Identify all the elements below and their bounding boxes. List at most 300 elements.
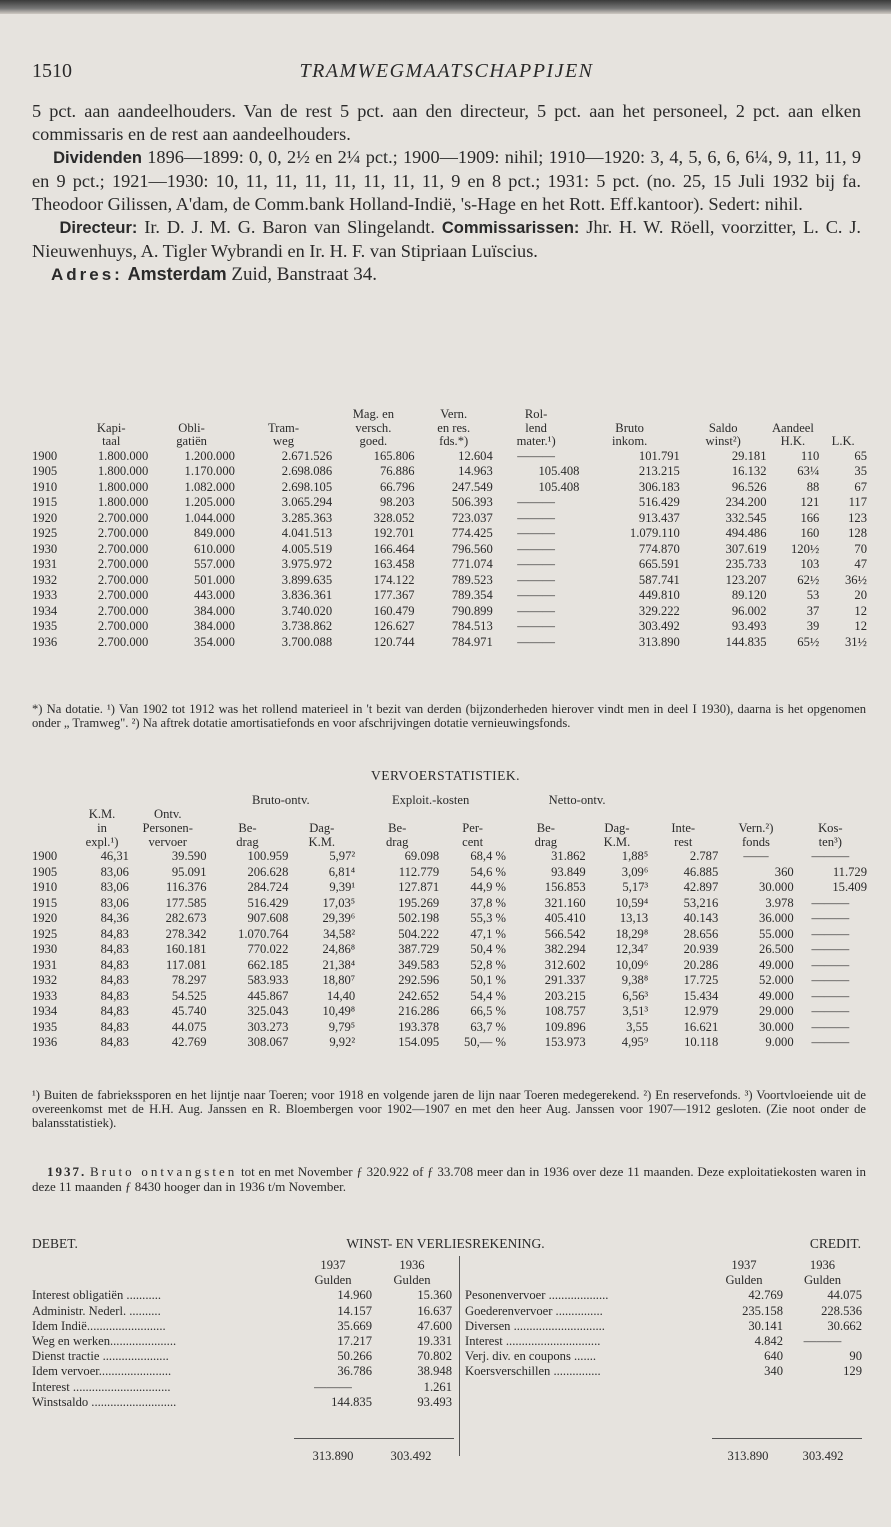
transport-cell: 1925 — [32, 926, 58, 941]
debet-row — [32, 1304, 452, 1319]
capital-row — [32, 619, 867, 635]
capital-cell: 128 — [848, 526, 867, 540]
transport-cell: 282.673 — [165, 911, 207, 925]
profit-distribution: 5 pct. aan aandeelhouders. Van de rest 5 pct. aan den directeur, 5 pct. aan het personeel, 2 pct. aan elken commissaris en de rest aan aandeelhouders. — [32, 101, 861, 144]
transport-cell: 47,1 % — [470, 926, 507, 941]
capital-row — [32, 526, 867, 542]
capital-cell: 1920 — [32, 510, 58, 525]
capital-footnote: *) Na dotatie. ¹) Van 1902 tot 1912 was het rollend materieel in 't bezit van derden (bijzonderheden hierover vindt men in deel I 1930), daarna is het opgenomen onder „ Tramweg". ²) Na aftrek dotatie amortisatiefonds en voor afschrijvingen dotatie vernieuwingsfonds. — [32, 702, 866, 730]
capital-row — [32, 604, 867, 620]
transport-cell: 177.585 — [165, 895, 207, 910]
transport-cell: 12.979 — [683, 1004, 719, 1018]
transport-cell: 504.222 — [398, 926, 440, 941]
capital-cell: 1900 — [32, 448, 58, 463]
capital-row — [32, 635, 867, 651]
capital-cell: 20 — [854, 588, 867, 602]
capital-row — [32, 573, 867, 589]
credit-row — [465, 1334, 862, 1349]
transport-cell: 156.853 — [544, 880, 586, 894]
pl-title: WINST- EN VERLIESREKENING. — [346, 1236, 545, 1251]
capital-cell: 306.183 — [638, 479, 680, 494]
transport-header-8: Dag- K.M. — [603, 821, 631, 849]
credit-item-label: Goederenvervoer ............... — [465, 1303, 603, 1318]
transport-cell: ——— — [811, 926, 850, 941]
capital-cell: 192.701 — [373, 526, 415, 540]
transport-cell: 1.070.764 — [238, 926, 289, 941]
transport-cell: 15.409 — [832, 880, 867, 894]
capital-cell: 29.181 — [731, 448, 767, 463]
capital-cell: 3.975.972 — [281, 557, 333, 571]
transport-cell: ——— — [811, 1004, 850, 1018]
debet-row — [32, 1349, 452, 1364]
capital-cell: 2.700.000 — [97, 634, 149, 649]
transport-row — [32, 911, 867, 927]
page-number: 1510 — [32, 60, 72, 82]
capital-cell: 3.740.020 — [281, 603, 333, 618]
transport-cell: 26.500 — [759, 942, 794, 956]
capital-cell: 70 — [854, 541, 867, 556]
transport-cell: 203.215 — [544, 988, 586, 1003]
capital-cell: 76.886 — [379, 464, 415, 478]
transport-cell: 49.000 — [759, 957, 794, 972]
transport-statistics-table — [32, 793, 867, 1051]
transport-cell: 382.294 — [544, 942, 586, 956]
credit-row — [465, 1364, 862, 1379]
intro-text — [32, 100, 861, 286]
transport-row — [32, 942, 867, 958]
capital-row — [32, 511, 867, 527]
transport-cell: —— — [743, 849, 769, 863]
transport-row — [32, 989, 867, 1005]
debet-item-label: Interest obligatiën ........... — [32, 1288, 162, 1303]
capital-cell: 36½ — [844, 572, 867, 587]
transport-cell: 127.871 — [398, 880, 440, 894]
capital-cell: 774.870 — [638, 541, 680, 556]
transport-cell: 1930 — [32, 942, 58, 956]
transport-footnote: ¹) Buiten de fabriekssporen en het lijntje naar Toeren; voor 1918 en volgende jaren de lijn naar Toeren medegerekend. ²) En reservefonds. ³) Voortvloeiende uit de overeenkomst met de H.H. Aug. Janssen en R. Bloembergen voor 1902—1907 en met den heer Aug. Janssen voor 1907—1912 gesloten. (Zie noot onder de balansstatistiek). — [32, 1088, 866, 1130]
address-paragraph: Adres: Amsterdam Zuid, Banstraat 34. — [51, 264, 378, 285]
transport-cell: ——— — [811, 895, 850, 910]
transport-cell: 84,83 — [100, 1019, 129, 1034]
note-1937-year: 1937. — [47, 1164, 87, 1179]
transport-cell: 116.376 — [166, 880, 207, 894]
transport-header-5: Be- drag — [386, 821, 409, 849]
credit-item-label: Koersverschillen ............... — [465, 1364, 601, 1379]
transport-cell: 907.608 — [247, 911, 289, 925]
transport-cell: 312.602 — [544, 957, 586, 972]
transport-cell: 84,83 — [100, 973, 129, 987]
transport-cell: 24,86⁸ — [322, 942, 356, 956]
capital-cell: 35 — [854, 464, 867, 478]
debet-item-value: 38.948 — [417, 1364, 452, 1379]
transport-cell: 10,09⁶ — [615, 957, 649, 972]
transport-cell: 1900 — [32, 849, 58, 863]
transport-cell: 2.787 — [689, 849, 719, 863]
capital-cell: 235.733 — [725, 557, 767, 571]
capital-cell: 2.700.000 — [97, 557, 149, 571]
capital-cell: 1.170.000 — [184, 464, 235, 478]
capital-cell: 494.486 — [725, 526, 767, 540]
credit-item-label: Diversen ............................. — [465, 1318, 605, 1333]
capital-cell: 1936 — [32, 634, 58, 649]
transport-cell: 278.342 — [165, 926, 207, 941]
transport-cell: 15.434 — [683, 988, 719, 1003]
transport-cell: 39.590 — [171, 849, 207, 863]
transport-cell: 502.198 — [398, 911, 440, 925]
capital-cell: 784.513 — [451, 619, 493, 633]
capital-cell: 1.044.000 — [184, 510, 235, 525]
transport-header-10: Vern.²) fonds — [738, 821, 774, 849]
transport-cell: 84,83 — [100, 957, 129, 972]
credit-item-value: 30.662 — [827, 1318, 862, 1333]
capital-cell: 105.408 — [538, 479, 580, 494]
credit-item-value: 640 — [764, 1349, 783, 1364]
credit-item-value: 90 — [849, 1349, 862, 1364]
debet-row — [32, 1364, 452, 1379]
capital-cell: 110 — [800, 448, 820, 463]
capital-cell: 213.215 — [638, 464, 680, 478]
transport-cell: 284.724 — [247, 880, 289, 894]
capital-cell: 174.122 — [373, 572, 415, 587]
netto-group-header: Netto-ontv. — [548, 793, 606, 807]
capital-cell: 557.000 — [193, 557, 235, 571]
capital-cell: 1931 — [32, 557, 58, 571]
capital-cell: 63¼ — [797, 464, 820, 478]
capital-header-6: Rol- lend mater.¹) — [516, 407, 556, 448]
transport-cell: 153.973 — [544, 1035, 586, 1049]
capital-header-0 — [32, 408, 74, 449]
transport-cell: 84,83 — [100, 942, 129, 956]
transport-cell: 109.896 — [544, 1019, 586, 1034]
capital-cell: 443.000 — [193, 588, 235, 602]
transport-cell: 1933 — [32, 988, 58, 1003]
transport-cell: 1920 — [32, 911, 58, 925]
transport-cell: ——— — [811, 942, 850, 956]
capital-cell: 784.971 — [451, 634, 493, 649]
capital-cell: 3.700.088 — [281, 634, 333, 649]
transport-cell: ——— — [811, 911, 850, 925]
credit-totals — [712, 1449, 864, 1464]
transport-statistics-title: VERVOERSTATISTIEK. — [371, 768, 520, 783]
transport-header-6: Per- cent — [462, 821, 484, 849]
debet-item-value: 14.157 — [337, 1303, 372, 1318]
debet-item-value: 47.600 — [417, 1318, 452, 1333]
transport-cell: 84,83 — [100, 926, 129, 941]
capital-cell: 123.207 — [725, 572, 767, 587]
transport-cell: 1905 — [32, 864, 58, 879]
capital-cell: 1935 — [32, 619, 58, 633]
capital-cell: 771.074 — [451, 557, 493, 571]
debet-item-label: Idem Indië......................... — [32, 1318, 166, 1333]
capital-cell: 247.549 — [451, 479, 493, 494]
transport-cell: 321.160 — [544, 895, 586, 910]
transport-cell: 1910 — [32, 880, 58, 894]
transport-cell: 83,06 — [100, 880, 129, 894]
capital-cell: 93.493 — [731, 619, 767, 633]
capital-cell: 2.700.000 — [97, 603, 149, 618]
capital-cell: 1915 — [32, 495, 58, 509]
debet-table: 1937 1936 Gulden Gulden Interest obligatiën ........... 14.960 15.360 Administr. Nederl. .......... 14.157 16.637 Idem Indië......................... 35.669 47.600 Weg en werken..................... 17.217 19.331 Dienst tractie ..................... 50.266 70.802 Idem vervoer....................... 36.786 38.948 Interest ............................... ——— 1.261 Winstsaldo ........................... 144.835 93.493 — [32, 1258, 452, 1409]
credit-row — [465, 1304, 862, 1319]
transport-row — [32, 927, 867, 943]
capital-cell: 65½ — [797, 634, 820, 649]
capital-header-10: L.K. — [831, 434, 855, 448]
capital-cell: 384.000 — [193, 603, 235, 618]
transport-cell: 28.656 — [683, 926, 719, 941]
transport-cell: 18,80⁷ — [322, 973, 356, 987]
capital-cell: 329.222 — [638, 603, 680, 618]
debet-item-value: 16.637 — [417, 1303, 452, 1318]
capital-cell: 47 — [854, 557, 867, 571]
transport-cell: 5,97² — [329, 849, 356, 863]
transport-cell: 445.867 — [247, 988, 289, 1003]
capital-header-4: Mag. en versch. goed. — [352, 407, 394, 448]
transport-cell: 54,4 % — [470, 988, 507, 1003]
transport-cell: 195.269 — [398, 895, 440, 910]
capital-cell: 449.810 — [638, 588, 680, 602]
capital-cell: ——— — [517, 619, 555, 633]
transport-cell: 4,95⁹ — [621, 1035, 649, 1049]
capital-cell: 501.000 — [193, 572, 235, 587]
capital-cell: 1.800.000 — [97, 464, 149, 478]
transport-row — [32, 958, 867, 974]
capital-cell: 16.132 — [731, 464, 767, 478]
transport-cell: 30.000 — [759, 1019, 794, 1034]
capital-cell: 12 — [854, 619, 867, 633]
capital-cell: 1.079.110 — [629, 526, 680, 540]
capital-row — [32, 480, 867, 496]
capital-cell: 65 — [854, 448, 867, 463]
transport-row — [32, 896, 867, 912]
transport-cell: 54.525 — [171, 988, 207, 1003]
transport-cell: 40.143 — [683, 911, 719, 925]
transport-cell: 10,49⁸ — [322, 1004, 356, 1018]
capital-cell: 14.963 — [458, 464, 493, 478]
transport-cell: 770.022 — [247, 942, 289, 956]
transport-cell: 78.297 — [171, 973, 207, 987]
transport-cell: 83,06 — [100, 864, 129, 879]
capital-cell: 1.082.000 — [184, 479, 235, 494]
transport-header-3: Be- drag — [236, 821, 259, 849]
transport-cell: 405.410 — [544, 911, 586, 925]
capital-cell: 105.408 — [538, 464, 580, 478]
transport-cell: 31.862 — [551, 849, 586, 863]
transport-cell: 1936 — [32, 1035, 58, 1049]
transport-header-row — [32, 807, 867, 849]
transport-cell: 30.000 — [759, 880, 794, 894]
transport-cell: 50,4 % — [470, 942, 507, 956]
transport-header-1: K.M. in expl.¹) — [85, 807, 119, 849]
debet-item-value: 93.493 — [417, 1394, 452, 1409]
transport-cell: ——— — [811, 1035, 850, 1049]
capital-cell: ——— — [517, 448, 555, 463]
capital-cell: 796.560 — [451, 541, 493, 556]
credit-item-label: Verj. div. en coupons ....... — [465, 1349, 597, 1364]
capital-cell: 3.899.635 — [281, 572, 333, 587]
transport-cell: 14,40 — [326, 988, 356, 1003]
running-title: TRAMWEGMAATSCHAPPIJEN — [299, 60, 594, 82]
transport-cell: 108.757 — [544, 1004, 586, 1018]
capital-cell: 2.700.000 — [97, 526, 149, 540]
credit-label: CREDIT. — [809, 1236, 861, 1251]
credit-row — [465, 1319, 862, 1334]
capital-cell: 665.591 — [638, 557, 680, 571]
transport-cell: ——— — [811, 957, 850, 972]
transport-cell: 360 — [774, 864, 794, 879]
capital-cell: 31½ — [844, 634, 867, 649]
transport-cell: ——— — [811, 849, 850, 863]
debet-label: DEBET. — [32, 1236, 78, 1251]
debet-item-value: 50.266 — [337, 1349, 372, 1364]
transport-cell: 93.849 — [551, 864, 586, 879]
transport-row — [32, 865, 867, 881]
transport-cell: 16.621 — [683, 1019, 719, 1034]
capital-cell: 103 — [800, 557, 820, 571]
transport-group-row — [32, 793, 867, 807]
capital-cell: 1932 — [32, 572, 58, 587]
capital-cell: 303.492 — [638, 619, 680, 633]
debet-item-label: Idem vervoer....................... — [32, 1364, 172, 1379]
transport-cell: 84,83 — [100, 1004, 129, 1018]
credit-item-value: 4.842 — [754, 1334, 783, 1349]
capital-statistics-table — [32, 408, 867, 650]
debet-row — [32, 1288, 452, 1303]
debet-item-label: Administr. Nederl. .......... — [32, 1303, 161, 1318]
transport-cell: 112.779 — [398, 864, 440, 879]
transport-cell: 216.286 — [398, 1004, 440, 1018]
transport-cell: 6,81⁴ — [328, 864, 356, 879]
transport-cell: 10,59⁴ — [615, 895, 649, 910]
transport-header-7: Be- drag — [534, 821, 558, 849]
transport-cell: 12,34⁷ — [615, 942, 649, 956]
transport-cell: 45.740 — [171, 1004, 207, 1018]
transport-cell: 13,13 — [619, 911, 649, 925]
transport-cell: 42.769 — [171, 1035, 207, 1049]
transport-cell: 117.081 — [166, 957, 207, 972]
transport-cell: 1,88⁵ — [621, 849, 649, 863]
transport-cell: 55,3 % — [470, 911, 507, 925]
address-label: Adres: — [51, 265, 123, 284]
transport-cell: 242.652 — [398, 988, 440, 1003]
transport-cell: 42.897 — [683, 880, 719, 894]
capital-cell: 2.700.000 — [97, 510, 149, 525]
transport-cell: 52,8 % — [470, 957, 507, 972]
capital-cell: 384.000 — [193, 619, 235, 633]
transport-cell: ——— — [811, 988, 850, 1003]
transport-cell: 49.000 — [759, 988, 794, 1003]
capital-cell: 2.700.000 — [97, 619, 149, 633]
capital-cell: 117 — [848, 495, 867, 509]
capital-header-7: Bruto inkom. — [611, 420, 648, 448]
capital-cell: 307.619 — [725, 541, 767, 556]
credit-item-label: Pesonenvervoer ................... — [465, 1288, 609, 1303]
debet-item-label: Weg en werken..................... — [32, 1334, 177, 1349]
credit-item-value: 30.141 — [748, 1318, 783, 1333]
capital-cell: 165.806 — [373, 448, 415, 463]
debet-item-value: 15.360 — [417, 1288, 452, 1303]
debet-totals — [294, 1449, 454, 1464]
capital-cell: 328.052 — [373, 510, 415, 525]
transport-cell: 1915 — [32, 895, 58, 910]
capital-cell: 1933 — [32, 588, 58, 602]
capital-cell: 160.479 — [373, 603, 415, 618]
capital-cell: ——— — [517, 495, 555, 509]
debet-total-1937: 313.890 — [312, 1449, 354, 1463]
transport-cell: 5,17³ — [622, 880, 649, 894]
credit-item-label: Interest .............................. — [465, 1334, 601, 1349]
transport-cell: 3,55 — [626, 1019, 649, 1034]
capital-cell: 101.791 — [638, 448, 680, 463]
credit-row — [465, 1349, 862, 1364]
debet-item-value: 14.960 — [337, 1288, 372, 1303]
capital-cell: 2.698.086 — [281, 464, 333, 478]
transport-row — [32, 1035, 867, 1051]
capital-cell: 123 — [848, 510, 867, 525]
transport-cell: 69.098 — [404, 849, 440, 863]
management-paragraph: Directeur: Ir. D. J. M. G. Baron van Slingelandt. Commissarissen: Jhr. H. W. Röell, voorzitter, L. C. J. Nieuwenhuys, A. Tigler Wybrandi en Ir. H. F. van Stipriaan Luïscius. — [32, 217, 862, 261]
capital-cell: 313.890 — [638, 634, 680, 649]
note-1937: 1937. Bruto ontvangsten tot en met November ƒ 320.922 of ƒ 33.708 meer dan in 1936 over deze 11 maanden. Deze exploitatiekosten waren in deze 11 maanden ƒ 8430 hooger dan in 1936 t/m November. — [32, 1164, 867, 1194]
debet-item-value: 1.261 — [423, 1379, 452, 1394]
capital-cell: 3.836.361 — [281, 588, 333, 602]
capital-cell: 120½ — [791, 541, 820, 556]
debet-item-value: 19.331 — [417, 1334, 452, 1349]
capital-row — [32, 464, 867, 480]
transport-cell: 63,7 % — [470, 1019, 507, 1034]
transport-cell: 308.067 — [247, 1035, 289, 1049]
capital-row — [32, 542, 867, 558]
transport-row — [32, 1020, 867, 1036]
capital-cell: 1.800.000 — [97, 495, 149, 509]
capital-cell: 89.120 — [731, 588, 767, 602]
transport-row — [32, 849, 867, 865]
debet-item-label: Dienst tractie ..................... — [32, 1349, 169, 1364]
capital-cell: 3.285.363 — [281, 510, 333, 525]
transport-cell: 29,39⁶ — [322, 911, 356, 925]
capital-cell: ——— — [517, 526, 555, 540]
transport-header-0 — [32, 807, 75, 849]
capital-cell: 2.700.000 — [97, 588, 149, 602]
capital-cell: 332.545 — [725, 510, 767, 525]
capital-cell: 88 — [806, 479, 820, 494]
capital-cell: 1934 — [32, 603, 58, 618]
capital-cell: 12.604 — [458, 448, 493, 463]
transport-cell: ——— — [811, 1019, 850, 1034]
capital-cell: 789.354 — [451, 588, 493, 602]
credit-item-value: 44.075 — [827, 1288, 862, 1303]
capital-cell: 1.800.000 — [97, 479, 149, 494]
capital-cell: 96.526 — [731, 479, 767, 494]
capital-cell: 37 — [806, 603, 820, 618]
capital-cell: 126.627 — [373, 619, 415, 633]
transport-cell: 349.583 — [398, 957, 440, 972]
debet-item-label: Interest ............................... — [32, 1379, 171, 1394]
capital-cell: ——— — [517, 541, 555, 556]
transport-cell: 53,216 — [683, 895, 719, 910]
transport-cell: 54,6 % — [470, 864, 507, 879]
transport-cell: 83,06 — [100, 895, 129, 910]
director-label: Directeur: — [59, 219, 138, 237]
transport-cell: 68,4 % — [470, 849, 507, 863]
transport-cell: 20.286 — [683, 957, 719, 972]
capital-cell: 2.698.105 — [281, 479, 333, 494]
credit-item-value: 340 — [764, 1364, 783, 1379]
capital-cell: 587.741 — [638, 572, 680, 587]
debet-item-value: 36.786 — [337, 1364, 372, 1379]
pl-divider — [459, 1256, 460, 1456]
credit-total-1936: 303.492 — [802, 1449, 844, 1463]
exploit-group-header: Exploit.-kosten — [391, 793, 470, 807]
